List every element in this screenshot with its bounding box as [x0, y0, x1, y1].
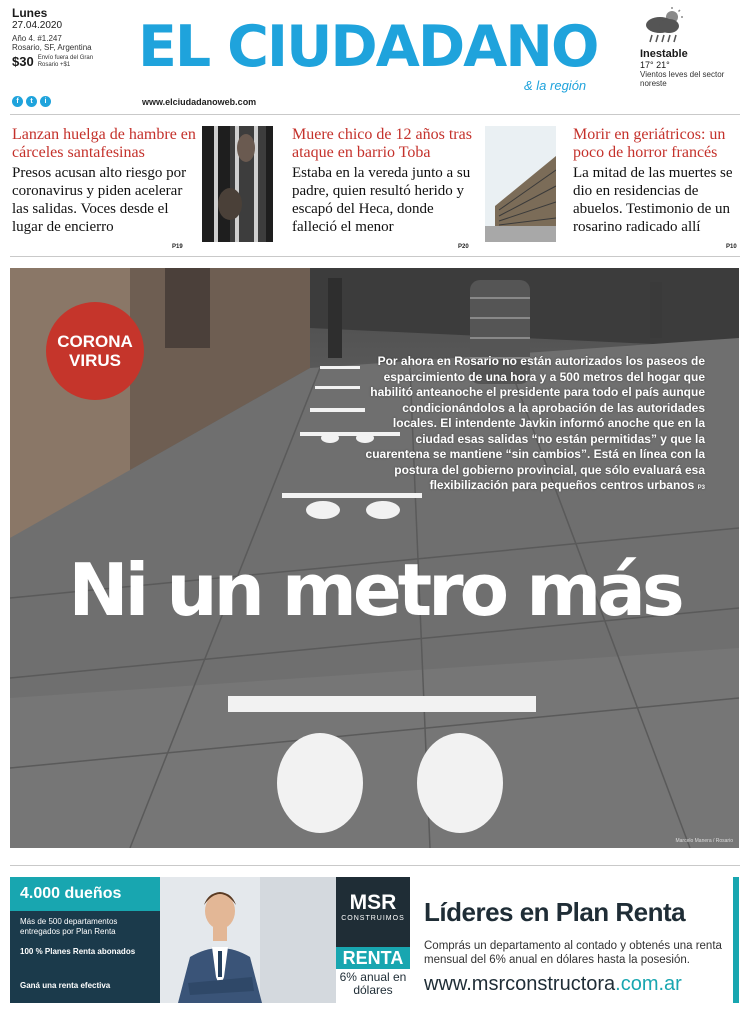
hero-lead [365, 354, 705, 497]
page-ref: P19 [172, 244, 183, 250]
weather-temps: 17° 21° [640, 60, 670, 70]
ad-stats-panel [10, 877, 160, 1003]
price-row [12, 54, 132, 69]
website-link[interactable]: www.elciudadanoweb.com [142, 97, 257, 107]
msr-brand [336, 877, 410, 1003]
photo-credit: Marcelo Manera / Rosario [675, 838, 733, 844]
ad-url-tld: .com.ar [615, 973, 682, 995]
story-body: Presos acusan alto riesgo por coronavirus y piden acelerar las salidas. Voces desde el lugar de encierro [12, 165, 187, 235]
msr-advertisement[interactable] [10, 877, 739, 1003]
ad-line: Ganá una renta efectiva [20, 981, 111, 990]
renta-rate: 6% anual en dólares [339, 970, 407, 997]
price: $30 [12, 54, 34, 69]
price-note: Envío fuera del Gran Rosario +$1 [37, 54, 94, 68]
msr-logo [336, 877, 410, 947]
day: Lunes [12, 6, 48, 20]
page-ref: P10 [726, 244, 737, 250]
newspaper-logo: EL CIUDADANO [138, 14, 598, 80]
jail-photo [202, 126, 273, 242]
badge-line: CORONA [57, 332, 133, 351]
date: 27.04.2020 [12, 20, 63, 31]
ad-line: 100 % Planes Renta abonados [20, 947, 136, 956]
location: Rosario, SF, Argentina [12, 43, 92, 52]
renta-label: RENTA [336, 947, 410, 969]
weather-description: Vientos leves del sector noreste [640, 70, 725, 88]
ad-headline: Líderes en Plan Renta [424, 897, 686, 927]
story-body: La mitad de las muertes se dio en residencias de abuelos. Testimonio de un rosarino radicado allí [573, 165, 733, 235]
facebook-icon[interactable]: f [12, 96, 23, 107]
ad-description: Comprás un departamento al contado y obtenés una renta mensual del 6% anual en dólares hasta la posesión. [424, 940, 722, 966]
weather-state: Inestable [640, 48, 688, 60]
hero-headline: Ni un metro más [68, 548, 681, 632]
story-headline: Muere chico de 12 años tras ataque en barrio Toba [292, 126, 472, 161]
story-headline: Lanzan huelga de hambre en cárceles santafesinas [12, 126, 196, 161]
building-photo [485, 126, 556, 242]
instagram-icon[interactable]: i [40, 96, 51, 107]
story-hunger-strike[interactable] [12, 126, 198, 236]
divider [10, 114, 740, 115]
divider [10, 256, 740, 257]
ad-stat: 4.000 dueños [10, 877, 160, 911]
social-links [12, 96, 51, 107]
issue-number: Año 4. #1.247 [12, 34, 62, 43]
hero-section[interactable] [10, 268, 739, 848]
ad-url-main: www.msrconstructora [424, 973, 616, 995]
story-barrio-toba[interactable] [292, 126, 480, 236]
coronavirus-badge [46, 302, 144, 400]
logo-region: & la región [524, 78, 587, 93]
ad-copy [420, 877, 739, 1003]
story-body: Estaba en la vereda junto a su padre, quien resultó herido y escapó del Heca, donde falleció el menor [292, 165, 471, 235]
ad-photo [160, 877, 336, 1003]
weather-widget [640, 6, 740, 88]
masthead-info [12, 6, 132, 69]
divider [10, 865, 740, 866]
ad-accent-bar [733, 877, 739, 1003]
page-ref: P3 [697, 485, 705, 491]
msr-name: MSR [349, 891, 397, 914]
twitter-icon[interactable]: t [26, 96, 37, 107]
badge-line: VIRUS [69, 351, 121, 370]
story-headline: Morir en geriátricos: un poco de horror francés [573, 126, 726, 161]
msr-sub: CONSTRUIMOS [341, 915, 405, 922]
ad-url[interactable] [424, 973, 682, 996]
cloud-rain-sun-icon [642, 6, 686, 46]
hero-lead-text: Por ahora en Rosario no están autorizados los paseos de esparcimiento de una hora y a 500 metros del hogar que habilitó anteanoche el presidente para todo el país aunque condicionándolos a la aprobación de las autoridades locales. El intendente Javkin informó anoche que en la ciudad esas salidas “no están permitidas” y que la cuarentena se mantiene “sin cambios”. Está en línea con la postura del gobierno provincial, que sólo evaluará esa flexibilización para pequeños centros urbanos [365, 354, 705, 492]
page-ref: P20 [458, 244, 469, 250]
ad-line: Más de 500 departamentos entregados por Plan Renta [20, 917, 118, 936]
story-geriatricos[interactable] [573, 126, 741, 236]
